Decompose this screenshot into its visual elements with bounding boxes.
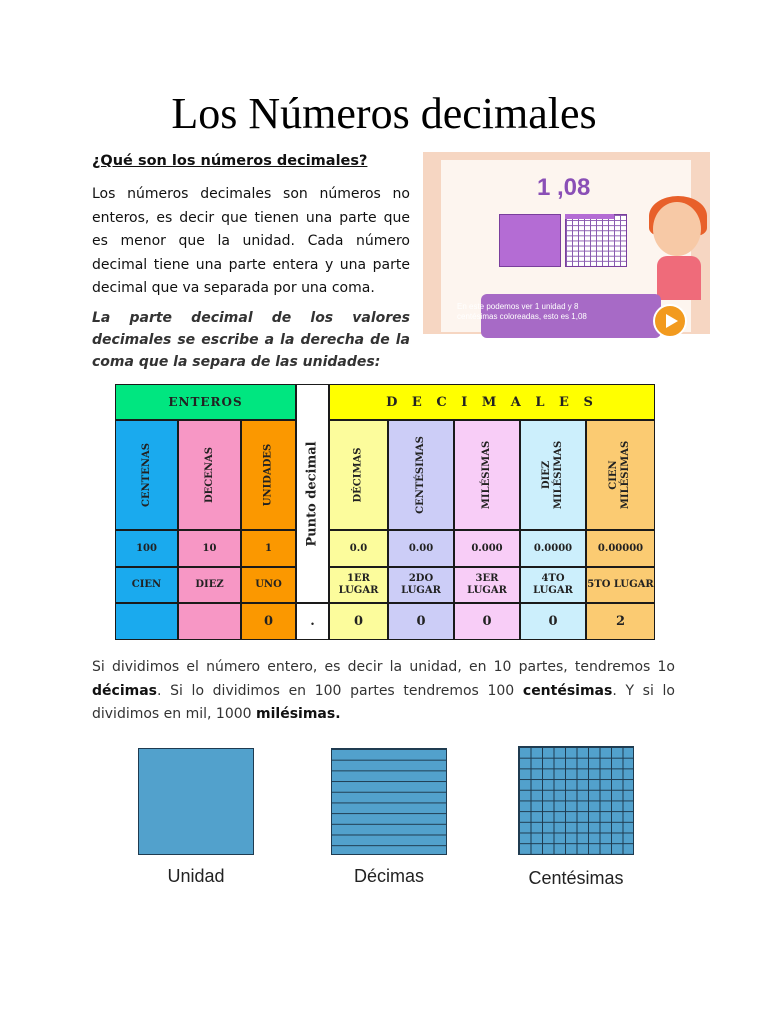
col-diez-milésimas-name: DIEZ MILÉSIMAS [541,440,564,510]
unidad-label: Unidad [167,866,225,886]
col-cien-milésimas-digit [586,603,655,640]
col-cien-milésimas-word [586,567,655,603]
col-décimas-value-text: 0.0 [349,542,368,554]
illustration-panel [441,160,691,332]
punto-decimal-header [296,384,329,603]
col-diez-milésimas-digit [520,603,586,640]
page-title: Los Números decimales [171,89,597,138]
col-decenas-header [178,420,241,530]
col-centésimas-digit [388,603,454,640]
col-unidades-word-text: UNO [255,579,282,590]
col-décimas-digit-text: 0 [353,614,364,629]
col-décimas-word-text: 1ER LUGAR [338,573,379,596]
col-décimas-word [329,567,388,603]
col-diez-milésimas-word-text: 4TO LUGAR [533,573,573,596]
col-centenas-value [115,530,178,567]
section-question: ¿Qué son los números decimales? [92,153,368,169]
col-centenas-name: CENTENAS [140,443,152,507]
enteros-header [115,384,296,420]
col-cien-milésimas-header [586,420,655,530]
col-decenas-name: DECENAS [203,447,215,503]
col-centésimas-value [388,530,454,567]
col-décimas-header [329,420,388,530]
unit-square [499,214,561,267]
col-decenas-value [178,530,241,567]
punto-decimal-text: Punto decimal [304,440,320,547]
col-milésimas-name: MILÉSIMAS [481,440,493,510]
decimal-point-cell-text: . [310,614,315,629]
play-button[interactable] [653,304,687,338]
col-centésimas-word-text: 2DO LUGAR [401,573,441,596]
col-milésimas-digit-text: 0 [482,614,492,629]
col-diez-milésimas-header [520,420,586,530]
hundredths-fill [565,214,614,219]
hundredths-grid [565,214,627,267]
decimal-note: La parte decimal de los valores decimales se escribe a la derecha de la coma que la separa de las unidades: [92,310,410,370]
col-decenas-word [178,567,241,603]
col-cien-milésimas-value [586,530,655,567]
illustration-caption: En este podemos ver 1 unidad y 8 centésimas coloreadas, esto es 1,08 [457,302,587,321]
decimas-figure [331,748,447,855]
girl-body [657,256,701,300]
col-centenas-word [115,567,178,603]
unidad-figure [138,748,254,855]
decimales-header [329,384,655,420]
girl-figure [653,202,701,256]
col-centésimas-word [388,567,454,603]
decimas-label: Décimas [353,866,424,886]
col-unidades-value-text: 1 [265,542,272,554]
centesimas-label: Centésimas [528,868,624,888]
col-centenas-word-text: CIEN [131,579,162,590]
col-milésimas-digit [454,603,520,640]
col-centésimas-name: CENTÉSIMAS [415,436,427,514]
intro-paragraph: Los números decimales son números no enteros, es decir que tienen una parte que es menor que la unidad. Cada número decimal tiene una parte entera y una parte decimal que va separada por una coma. [92,186,410,296]
col-centenas-header [115,420,178,530]
col-milésimas-word [454,567,520,603]
col-décimas-name: DÉCIMAS [352,447,364,503]
centesimas-figure [518,746,634,855]
col-cien-milésimas-value-text: 0.00000 [597,542,644,554]
enteros-header-text: ENTEROS [168,395,243,409]
col-centésimas-value-text: 0.00 [408,542,434,554]
col-unidades-digit-text: 0 [263,614,274,629]
col-diez-milésimas-value-text: 0.0000 [533,542,573,554]
col-diez-milésimas-digit-text: 0 [548,614,558,629]
col-decenas-word-text: DIEZ [195,579,224,590]
place-value-table [115,384,655,640]
col-decenas-digit [178,603,241,640]
division-paragraph: Si dividimos el número entero, es decir la unidad, en 10 partes, tendremos 1o décimas. Si lo dividimos en 100 partes tendremos 100 centésimas. Y si lo dividimos en mil, 1000 milésimas. [92,659,675,722]
col-unidades-header [241,420,296,530]
col-milésimas-value-text: 0.000 [471,542,503,554]
col-milésimas-header [454,420,520,530]
decimales-header-text: D E C I M A L E S [386,394,598,410]
decimal-point-cell [296,603,329,640]
col-centenas-value-text: 100 [136,542,157,554]
col-decenas-value-text: 10 [202,542,217,554]
col-cien-milésimas-name: CIEN MILÉSIMAS [608,440,632,510]
col-milésimas-value [454,530,520,567]
col-cien-milésimas-word-text: 5TO LUGAR [587,579,654,590]
col-diez-milésimas-word [520,567,586,603]
col-décimas-value [329,530,388,567]
col-centésimas-header [388,420,454,530]
col-diez-milésimas-value [520,530,586,567]
col-unidades-value [241,530,296,567]
col-unidades-name: UNIDADES [262,443,274,507]
col-milésimas-word-text: 3ER LUGAR [467,573,507,596]
col-cien-milésimas-digit-text: 2 [615,614,626,629]
col-unidades-digit [241,603,296,640]
illustration-number: 1 ,08 [537,174,591,201]
col-centenas-digit [115,603,178,640]
col-centésimas-digit-text: 0 [416,614,426,629]
col-décimas-digit [329,603,388,640]
col-unidades-word [241,567,296,603]
decimal-illustration [423,152,710,334]
